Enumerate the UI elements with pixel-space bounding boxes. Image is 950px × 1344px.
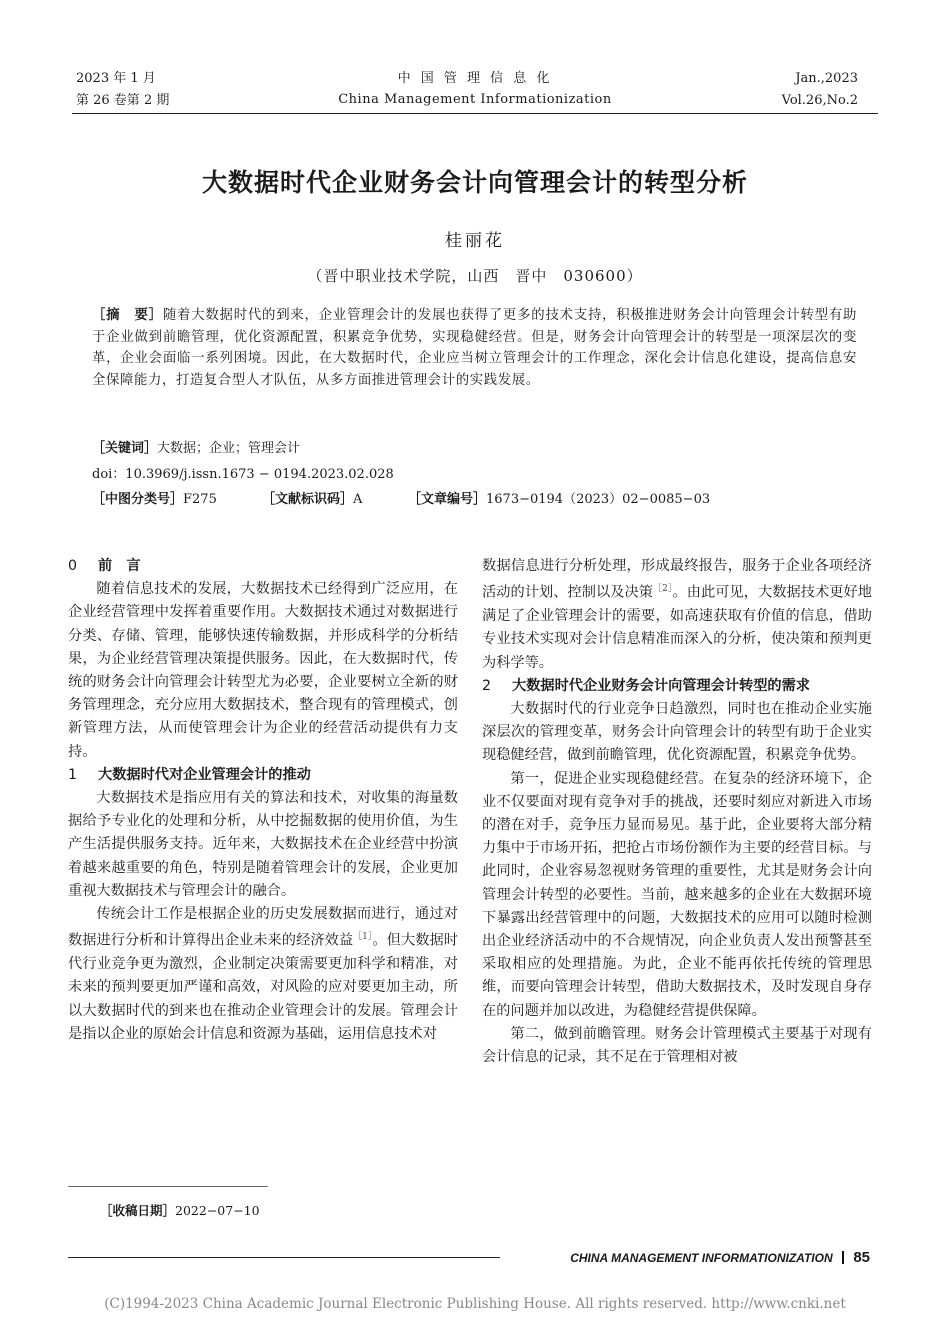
volume-issue-en: Vol.26,No.2 xyxy=(781,93,858,108)
journal-name-cn: 中 国 管 理 信 息 化 xyxy=(397,71,553,86)
paragraph: 传统会计工作是根据企业的历史发展数据而进行，通过对数据进行分析和计算得出企业未来的经济效益$^{[1]}$。但大数据时代行业竞争更为激烈，企业制定决策需要更加科学和精准，对未来的预判要更加严谨和高效，对风险的应对要更加主动，所以大数据时代的到来也在推动企业管理会计的发展。管理会计是指以企业的原始会计信息和资源为基础，运用信息技术对 xyxy=(68,906,458,1042)
clc-number xyxy=(92,488,217,507)
journal-name-en: China Management Informationization xyxy=(338,92,612,107)
paragraph: 随着信息技术的发展，大数据技术已经得到广泛应用，在企业经营管理中发挥着重要作用。大数据技术通过对数据进行分类、存储、管理，能够快速传输数据，并形成科学的分析结果，为企业经营管理决策提供服务。因此，在大数据时代，传统的财务会计向管理会计转型尤为必要，企业要树立全新的财务管理理念，充分应用大数据技术，整合现有的管理模式，创新管理方法，从而使管理会计为企业的经营活动提供有力支持。 xyxy=(68,581,458,760)
article-number xyxy=(408,488,710,507)
received-date xyxy=(100,1201,260,1219)
cnki-watermark: (C)1994-2023 China Academic Journal Electronic Publishing House. All rights reserved. http://www.cnki.net xyxy=(104,1296,846,1312)
section-1-heading: 1 大数据时代对企业管理会计的推动 xyxy=(68,766,311,783)
clc-value: F275 xyxy=(183,492,217,507)
abstract-label: ［摘 要］ xyxy=(92,307,163,323)
header-rule xyxy=(72,113,878,114)
author-name: 桂丽花 xyxy=(445,231,505,251)
keywords-label: ［关键词］ xyxy=(92,441,158,456)
volume-issue: 第 26 卷第 2 期 xyxy=(76,93,170,108)
section-2-heading: 2 大数据时代企业财务会计向管理会计转型的需求 xyxy=(482,677,810,694)
right-column xyxy=(482,555,872,1069)
footer-rule xyxy=(68,1257,500,1258)
paragraph: 数据信息进行分析处理，形成最终报告，服务于企业各项经济活动的计划、控制以及决策$^{[2]}$。由此可见，大数据技术更好地满足了企业管理会计的需要，如高速获取有价值的信息，借助专业技术实现对会计信息精准而深入的分析，使决策和预判更为科学等。 xyxy=(482,558,872,671)
doi: doi：10.3969/j.issn.1673 − 0194.2023.02.028 xyxy=(92,467,394,482)
doc-code-label: ［文献标识码］ xyxy=(262,492,354,507)
footer-journal: CHINA MANAGEMENT INFORMATIONIZATION xyxy=(570,1251,833,1265)
author-affiliation: （晋中职业技术学院，山西 晋中 030600） xyxy=(307,267,643,285)
received-value: 2022−07−10 xyxy=(175,1203,260,1218)
footnote-rule xyxy=(68,1186,268,1187)
issue-date-en: Jan.,2023 xyxy=(795,71,858,86)
paragraph: 第一，促进企业实现稳健经营。在复杂的经济环境下，企业不仅要面对现有竞争对手的挑战，还要时刻应对新进入市场的潜在对手，竞争压力显而易见。基于此，企业要将大部分精力集中于市场开拓，把抢占市场份额作为主要的经营目标。与此同时，企业容易忽视财务管理的重要性，尤其是财务会计向管理会计转型的必要性。当前，越来越多的企业在大数据环境下暴露出经营管理中的问题，大数据技术的应用可以随时检测出企业经济活动中的不合规情况，向企业负责人发出预警甚至采取相应的处理措施。为此，企业不能再依托传统的管理思维，而要向管理会计转型，借助大数据技术，及时发现自身存在的问题并加以改进，为稳健经营提供保障。 xyxy=(482,770,872,1019)
document-code xyxy=(262,488,362,507)
page-footer xyxy=(570,1249,870,1266)
keywords-text: 大数据；企业；管理会计 xyxy=(157,441,301,456)
paragraph: 大数据技术是指应用有关的算法和技术，对收集的海量数据给予专业化的处理和分析，从中挖掘数据的使用价值，为生产生活提供服务支持。近年来，大数据技术在企业经营中扮演着越来越重要的角色，特别是随着管理会计的发展，企业更加重视大数据技术与管理会计的融合。 xyxy=(68,790,458,899)
article-number-value: 1673−0194（2023）02−0085−03 xyxy=(486,492,711,507)
section-0-heading: 0 前 言 xyxy=(68,558,141,574)
clc-label: ［中图分类号］ xyxy=(92,492,184,507)
left-column xyxy=(68,555,458,1046)
page-number: 85 xyxy=(853,1249,870,1266)
doc-code-value: A xyxy=(353,492,363,507)
issue-date: 2023 年 1 月 xyxy=(76,71,156,86)
article-number-label: ［文章编号］ xyxy=(408,492,487,507)
paragraph: 第二，做到前瞻管理。财务会计管理模式主要基于对现有会计信息的记录，其不足在于管理相对被 xyxy=(482,1025,872,1065)
citation-2: ［2］ xyxy=(653,584,673,595)
paragraph: 大数据时代的行业竞争日趋激烈，同时也在推动企业实施深层次的管理变革，财务会计向管理会计的转型有助于企业实现稳健经营，做到前瞻管理，优化资源配置，积累竞争优势。 xyxy=(482,700,872,764)
abstract-text: 随着大数据时代的到来，企业管理会计的发展也获得了更多的技术支持，积极推进财务会计向管理会计转型有助于企业做到前瞻管理，优化资源配置，积累竞争优势，实现稳健经营。但是，财务会计向管理会计的转型是一项深层次的变革，企业会面临一系列困境。因此，在大数据时代，企业应当树立管理会计的工作理念，深化会计信息化建设，提高信息安全保障能力，打造复合型人才队伍，从多方面推进管理会计的实践发展。 xyxy=(92,308,857,388)
footer-divider xyxy=(842,1251,844,1264)
citation-1: ［1］ xyxy=(353,932,373,943)
abstract xyxy=(92,305,857,391)
article-title: 大数据时代企业财务会计向管理会计的转型分析 xyxy=(201,168,748,197)
keywords xyxy=(92,437,300,456)
received-label: ［收稿日期］ xyxy=(100,1203,176,1218)
